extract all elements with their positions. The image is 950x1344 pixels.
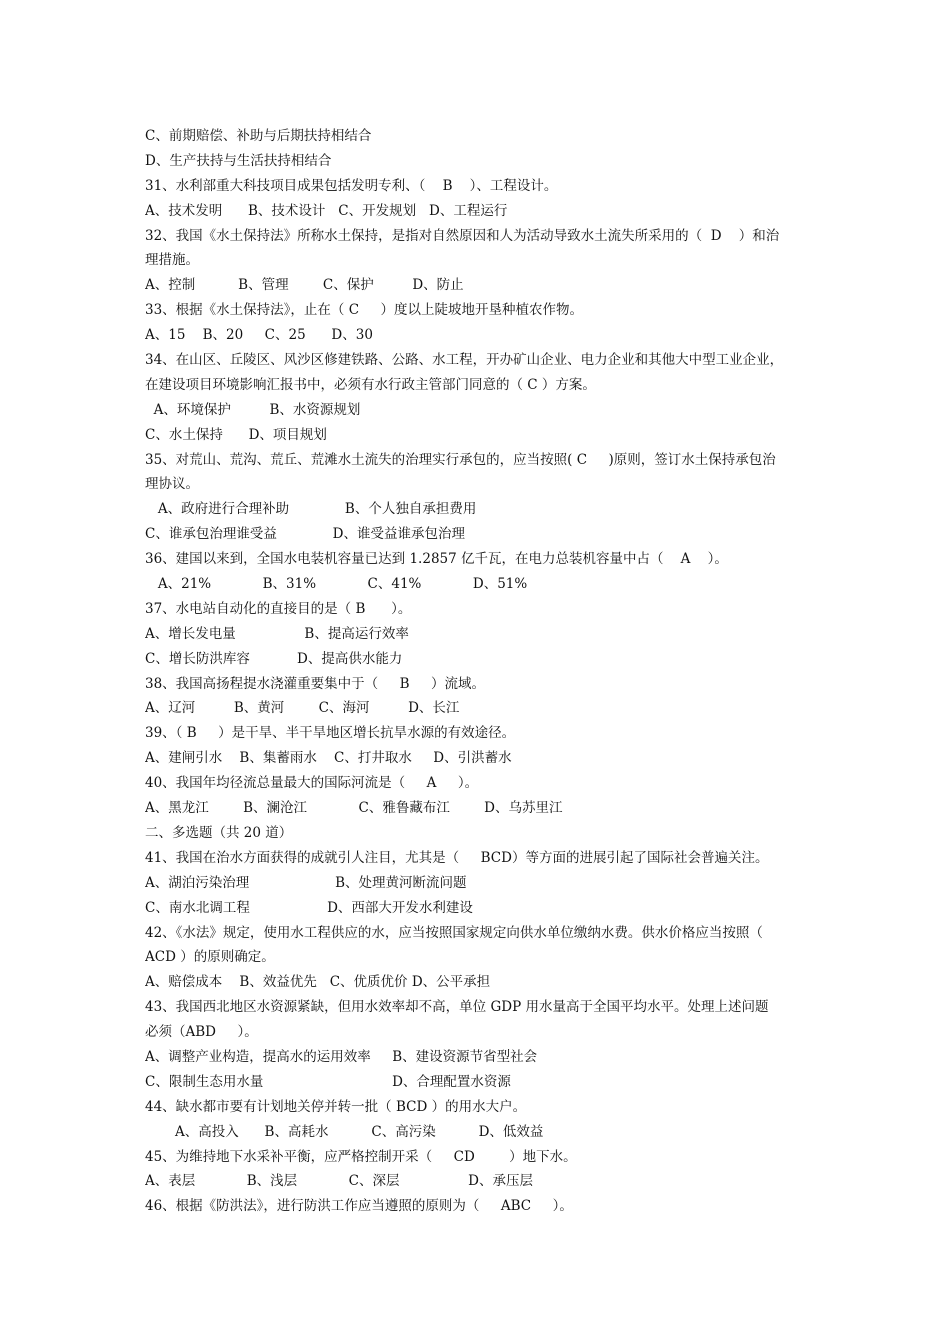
document-body	[145, 124, 820, 1219]
question-35: 35、对荒山、荒沟、荒丘、荒滩水土流失的治理实行承包的，应当按照( C )原则，签订水土保持承包治	[145, 451, 776, 468]
question-37: 37、水电站自动化的直接目的是（ B ）。	[145, 600, 412, 617]
question-44: 44、缺水都市要有计划地关停并转一批（ BCD ）的用水大户。	[145, 1098, 527, 1115]
answer-options-36: A、21% B、31% C、41% D、51%	[145, 576, 528, 593]
question-38: 38、我国高扬程提水浇灌重要集中于（ B ）流域。	[145, 675, 486, 692]
question-32: 32、我国《水土保持法》所称水土保持，是指对自然原因和人为活动导致水土流失所采用的（ D ）和治	[145, 227, 780, 244]
answer-options-42: A、赔偿成本 B、效益优先 C、优质优价 D、公平承担	[145, 974, 491, 991]
question-42-continued: ACD ）的原则确定。	[145, 949, 275, 966]
answer-options-44: A、高投入 B、高耗水 C、高污染 D、低效益	[145, 1123, 544, 1140]
answer-option-line: C、前期赔偿、补助与后期扶持相结合	[145, 128, 372, 144]
answer-options-38: A、辽河 B、黄河 C、海河 D、长江	[145, 700, 460, 717]
question-42: 42、《水法》规定，使用水工程供应的水，应当按照国家规定向供水单位缴纳水费。供水价格应当按照（	[145, 924, 763, 941]
answer-options-34: A、环境保护 B、水资源规划	[145, 401, 361, 418]
question-33: 33、根据《水土保持法》，止在（ C ）度以上陡坡地开垦种植农作物。	[145, 302, 584, 319]
question-46: 46、根据《防洪法》，进行防洪工作应当遵照的原则为（ ABC ）。	[145, 1198, 573, 1215]
question-35-continued: 理协议。	[145, 476, 199, 493]
answer-options-37: C、增长防洪库容 D、提高供水能力	[145, 650, 403, 667]
answer-options-41: C、南水北调工程 D、西部大开发水利建设	[145, 899, 473, 916]
answer-options-45: A、表层 B、浅层 C、深层 D、承压层	[145, 1173, 533, 1190]
answer-options-33: A、15 B、20 C、25 D、30	[145, 327, 373, 344]
question-32-continued: 理措施。	[145, 252, 199, 269]
answer-options-41: A、湖泊污染治理 B、处理黄河断流问题	[145, 874, 467, 891]
question-40: 40、我国年均径流总量最大的国际河流是（ A ）。	[145, 775, 479, 792]
answer-options-37: A、增长发电量 B、提高运行效率	[145, 625, 409, 642]
answer-options-31: A、技术发明 B、技术设计 C、开发规划 D、工程运行	[145, 202, 508, 219]
question-34: 34、在山区、丘陵区、风沙区修建铁路、公路、水工程，开办矿山企业、电力企业和其他大中型工业企业，	[145, 352, 784, 369]
question-34-continued: 在建设项目环境影响汇报书中，必须有水行政主管部门同意的（ C ）方案。	[145, 376, 596, 393]
answer-options-34: C、水土保持 D、项目规划	[145, 426, 327, 443]
question-36: 36、建国以来到，全国水电装机容量已达到 1.2857 亿千瓦，在电力总装机容量中占（ A ）。	[145, 551, 728, 568]
answer-option-line: D、生产扶持与生活扶持相结合	[145, 152, 332, 169]
question-41: 41、我国在治水方面获得的成就引人注目，尤其是（ BCD）等方面的进展引起了国际社会普遍关注。	[145, 849, 769, 866]
question-43-continued: 必须（ABD ）。	[145, 1024, 258, 1041]
question-31: 31、水利部重大科技项目成果包括发明专利、（ B ）、工程设计。	[145, 177, 558, 194]
answer-options-39: A、建闸引水 B、集蓄雨水 C、打井取水 D、引洪蓄水	[145, 750, 512, 767]
section-heading: 二、多选题（共 20 道）	[145, 824, 293, 841]
answer-options-43: A、调整产业构造，提高水的运用效率 B、建设资源节省型社会	[145, 1048, 538, 1065]
answer-options-43: C、限制生态用水量 D、合理配置水资源	[145, 1073, 511, 1090]
question-43: 43、我国西北地区水资源紧缺，但用水效率却不高，单位 GDP 用水量高于全国平均水平。处理上述问题	[145, 999, 769, 1016]
question-39: 39、（ B ）是干旱、半干旱地区增长抗旱水源的有效途径。	[145, 725, 516, 742]
answer-options-35: A、政府进行合理补助 B、个人独自承担费用	[145, 501, 477, 518]
answer-options-35: C、谁承包治理谁受益 D、谁受益谁承包治理	[145, 526, 465, 543]
question-45: 45、为维持地下水采补平衡，应严格控制开采（ CD ）地下水。	[145, 1148, 577, 1165]
answer-options-40: A、黑龙江 B、澜沧江 C、雅鲁藏布江 D、乌苏里江	[145, 800, 563, 817]
answer-options-32: A、控制 B、管理 C、保护 D、防止	[145, 277, 464, 294]
